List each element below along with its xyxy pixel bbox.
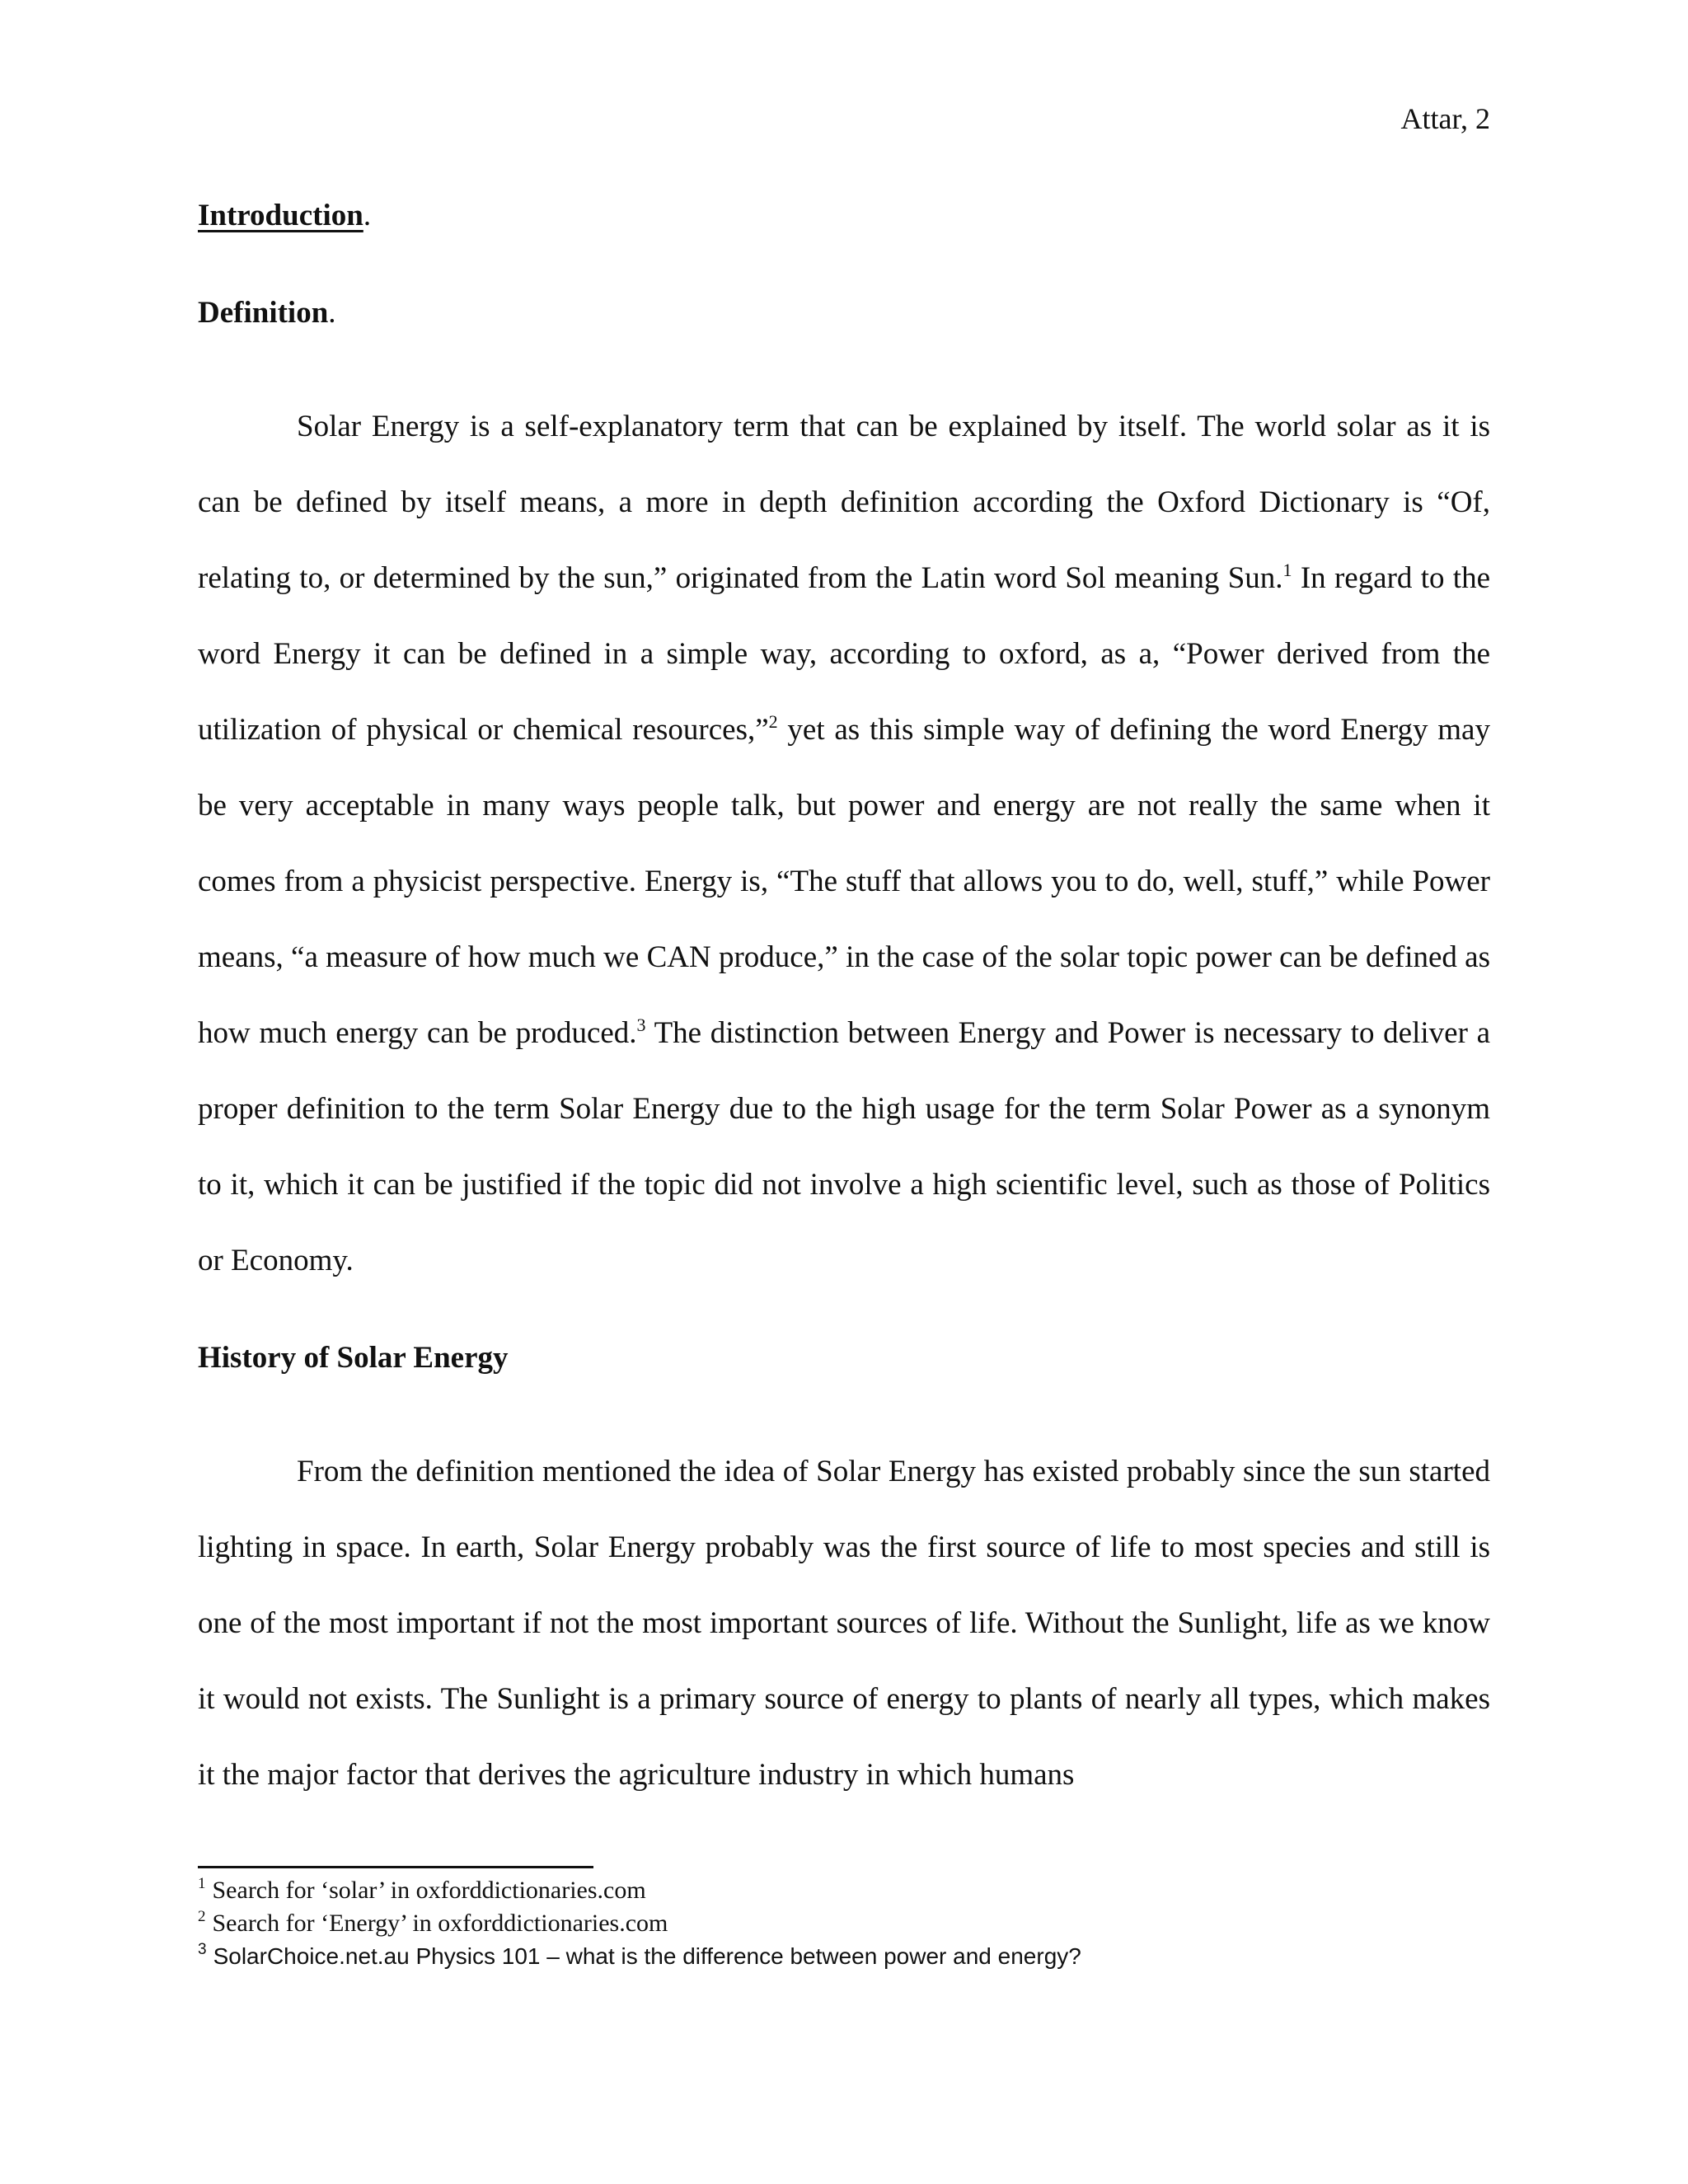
introduction-heading (198, 194, 1490, 237)
history-paragraph: From the definition mentioned the idea of Solar Energy has existed probably since the sun started lighting in space. In earth, Solar Energy probably was the first source of life to most species and still is one of the most important if not the most important sources of life. Without the Sunlight, life as we know it would not exists. The Sunlight is a primary source of energy to plants of nearly all types, which makes it the major factor that derives the agriculture industry in which humans (198, 1455, 1490, 1792)
history-paragraph-clip (198, 1434, 1490, 1813)
footnote-3 (198, 1940, 1490, 1973)
footnote-text-1: Search for ‘solar’ in oxforddictionaries.com (212, 1877, 646, 1904)
running-header: Attar, 2 (1400, 102, 1490, 135)
footnote-marker-1: 1 (198, 1875, 206, 1892)
footnote-ref-3: 3 (636, 1015, 646, 1035)
footnote-text-2: Search for ‘Energy’ in oxforddictionaries.com (212, 1910, 668, 1937)
definition-text-part-1: Solar Energy is a self-explanatory term that can be explained by itself. The world solar as it is can be defined by itself means, a more in depth definition according the Oxford Dictionary is “Of, relating to, or determined by the sun,” originated from the Latin word Sol meaning Sun. (198, 410, 1490, 595)
definition-heading (198, 292, 1490, 335)
definition-text-part-2: In regard to the word Energy it can be defined in a simple way, according to oxford, as a, “Power derived from the utilization of physical or chemical resources,” (198, 561, 1490, 747)
footnote-ref-2: 2 (768, 711, 778, 732)
footnotes (198, 1874, 1490, 1973)
footnote-1 (198, 1874, 1490, 1907)
definition-text-part-3: yet as this simple way of defining the word Energy may be very acceptable in many ways people talk, but power and energy are not really the same when it comes from a physicist perspective. Energy is, “The stuff that allows you to do, well, stuff,” while Power means, “a measure of how much we CAN produce,” in the case of the solar topic power can be defined as how much energy can be produced. (198, 713, 1490, 1050)
footnote-marker-2: 2 (198, 1908, 206, 1925)
footnote-ref-1: 1 (1282, 560, 1292, 580)
history-heading: History of Solar Energy (198, 1341, 509, 1375)
definition-heading-punct: . (328, 296, 336, 330)
footnote-text-3: SolarChoice.net.au Physics 101 – what is the difference between power and energy? (213, 1943, 1081, 1969)
footnote-separator (198, 1866, 593, 1868)
definition-text-part-4: The distinction between Energy and Power is necessary to deliver a proper definition to the term Solar Energy due to the high usage for the term Solar Power as a synonym to it, which it can be justified if the topic did not involve a high scientific level, such as those of Politics or Economy. (198, 1016, 1490, 1277)
definition-heading-text: Definition (198, 296, 329, 330)
footnote-2 (198, 1907, 1490, 1940)
introduction-heading-punct: . (363, 199, 372, 232)
definition-paragraph (198, 389, 1490, 1299)
introduction-heading-text: Introduction (198, 199, 363, 232)
page-body (198, 194, 1490, 1813)
footnote-marker-3: 3 (198, 1941, 207, 1958)
